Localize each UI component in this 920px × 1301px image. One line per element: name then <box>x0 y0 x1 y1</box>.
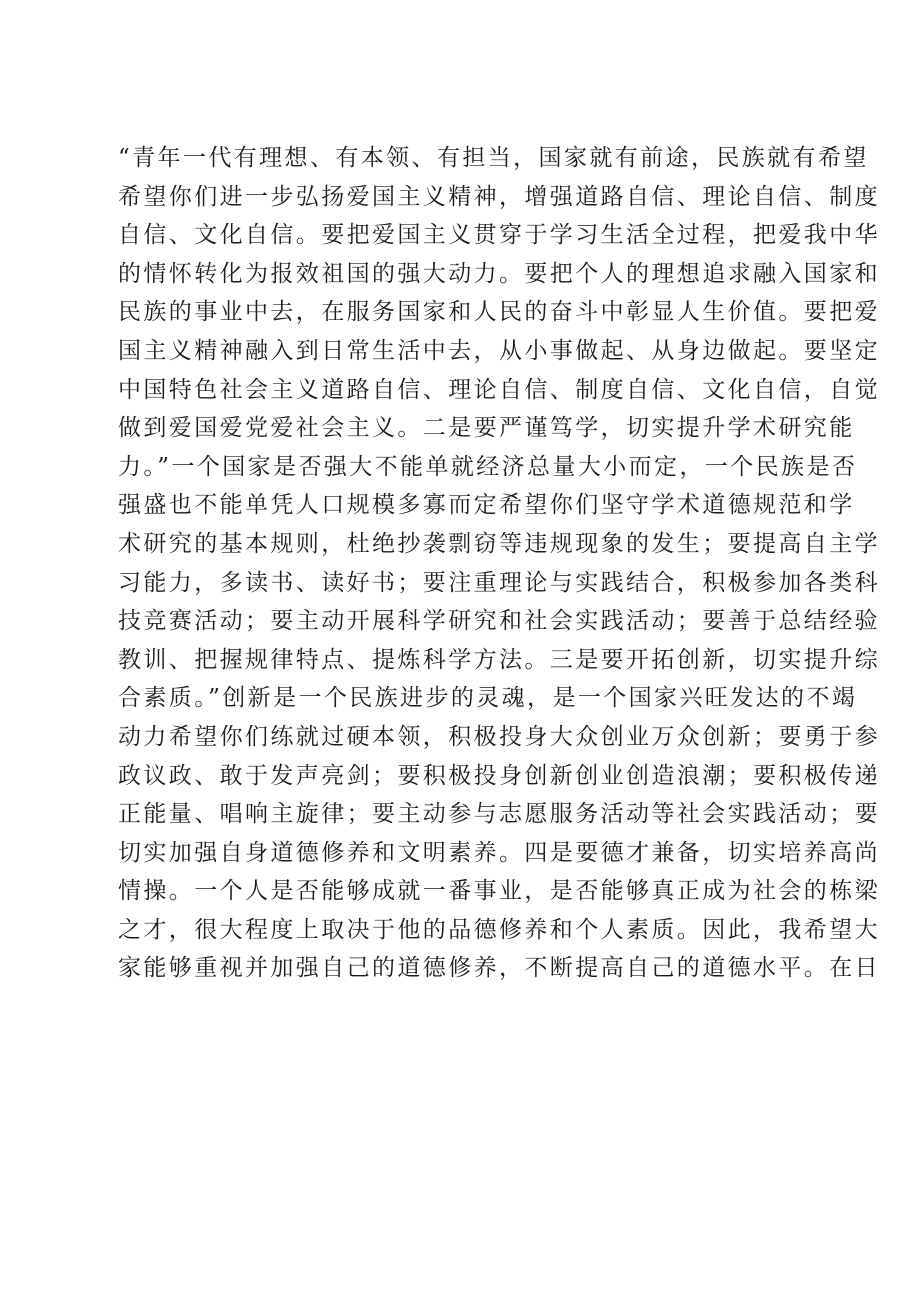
text-line: 民族的事业中去，在服务国家和人民的奋斗中彰显人生价值。要把爱 <box>118 299 880 326</box>
text-line: 自信、文化自信。要把爱国主义贯穿于学习生活全过程，把爱我中华 <box>118 222 880 249</box>
text-line: 情操。一个人是否能够成就一番事业，是否能够真正成为社会的栋梁 <box>118 878 880 905</box>
text-line: 国主义精神融入到日常生活中去，从小事做起、从身边做起。要坚定 <box>118 337 880 364</box>
text-line: 技竞赛活动；要主动开展科学研究和社会实践活动；要善于总结经验 <box>118 608 880 635</box>
text-line: 教训、把握规律特点、提炼科学方法。三是要开拓创新，切实提升综 <box>118 646 880 673</box>
text-line: 希望你们进一步弘扬爱国主义精神，增强道路自信、理论自信、制度 <box>118 183 880 210</box>
text-line: 合素质。”创新是一个民族进步的灵魂，是一个国家兴旺发达的不竭 <box>118 685 858 712</box>
text-line: 家能够重视并加强自己的道德修养，不断提高自己的道德水平。在日 <box>118 955 880 982</box>
text-line: 政议政、敢于发声亮剑；要积极投身创新创业创造浪潮；要积极传递 <box>118 762 880 789</box>
text-line: 做到爱国爱党爱社会主义。二是要严谨笃学，切实提升学术研究能 <box>118 415 855 442</box>
text-line: “青年一代有理想、有本领、有担当，国家就有前途，民族就有希望 <box>118 145 869 171</box>
text-line: 强盛也不能单凭人口规模多寡而定希望你们坚守学术道德规范和学 <box>118 492 855 519</box>
text-line: 切实加强自身道德修养和文明素养。四是要德才兼备，切实培养高尚 <box>118 839 880 866</box>
text-line: 力。”一个国家是否强大不能单就经济总量大小而定，一个民族是否 <box>118 453 858 480</box>
text-line: 之才，很大程度上取决于他的品德修养和个人素质。因此，我希望大 <box>118 916 880 943</box>
text-line: 动力希望你们练就过硬本领，积极投身大众创业万众创新；要勇于参 <box>118 723 880 750</box>
text-line: 的情怀转化为报效祖国的强大动力。要把个人的理想追求融入国家和 <box>118 260 880 287</box>
text-line: 中国特色社会主义道路自信、理论自信、制度自信、文化自信，自觉 <box>118 376 880 403</box>
text-line: 习能力，多读书、读好书；要注重理论与实践结合，积极参加各类科 <box>118 569 880 596</box>
text-line: 术研究的基本规则，杜绝抄袭剽窃等违规现象的发生；要提高自主学 <box>118 530 880 557</box>
body-text <box>118 139 880 988</box>
text-line: 正能量、唱响主旋律；要主动参与志愿服务活动等社会实践活动；要 <box>118 801 880 828</box>
